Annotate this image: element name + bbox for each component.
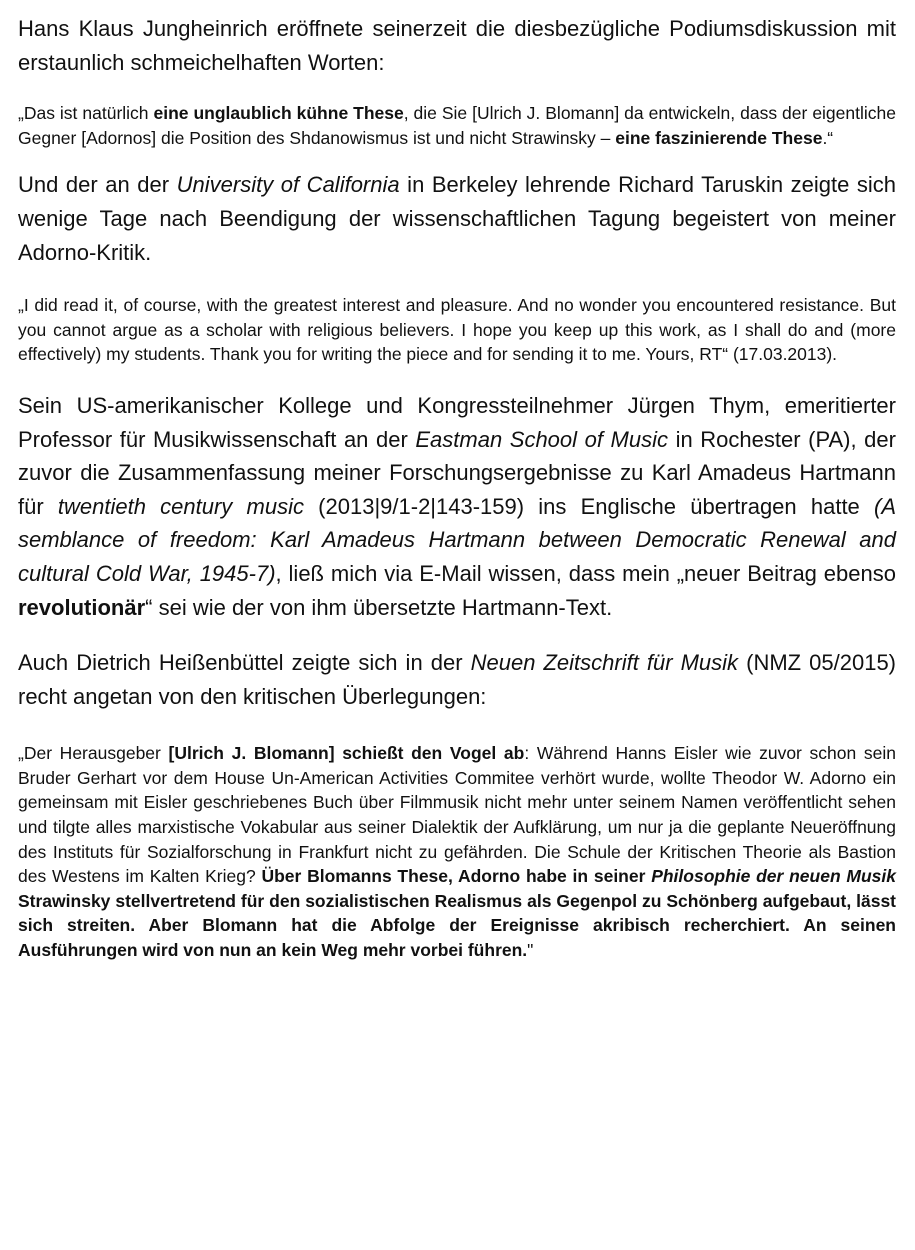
quote-taruskin [18, 293, 896, 367]
paragraph-text: Auch Dietrich Heißenbüttel zeigte sich in der [18, 650, 471, 676]
quote-jungheinrich [18, 101, 896, 150]
quote-bold-text: [Ulrich J. Blomann] schießt den Vogel ab [168, 743, 525, 764]
paragraph-text: “ sei wie der von ihm übersetzte Hartmann-Text. [145, 594, 613, 620]
quote-bold-text: eine faszinierende These [615, 127, 823, 148]
paragraph-text: in Rochester (PA), der zuvor die Zusammenfassung meiner Forschungsergebnisse zu Karl Amadeus Hartmann für [18, 426, 896, 519]
quote-heissenbuettel [18, 741, 896, 962]
quote-bold-text: Strawinsky stellvertretend für den sozialistischen Realismus als Gegenpol zu Schönberg aufgebaut, lässt sich streiten. Aber Blomann hat die Abfolge der Ereignisse akribisch recherchiert. An seinen Ausführungen wird von nun an kein Weg mehr vorbei führen. [18, 890, 896, 961]
document-page [18, 12, 896, 963]
paragraph-italic-text: University of California [176, 172, 400, 198]
quote-bold-text: Über Blomanns These, Adorno habe in seiner [261, 866, 652, 887]
paragraph-italic-text: Eastman School of Music [415, 426, 668, 452]
paragraph-text: Und der an der [18, 172, 177, 198]
quote-text: .“ [822, 127, 834, 148]
paragraph-italic-text: Neuen Zeitschrift für Musik [470, 650, 739, 676]
paragraph-text: , ließ mich via E-Mail wissen, dass mein „neuer Beitrag ebenso [275, 560, 896, 586]
quote-text: „Der Herausgeber [18, 743, 169, 764]
quote-text: „Das ist natürlich [18, 103, 154, 124]
paragraph-italic-text: twentieth century music [57, 493, 304, 519]
paragraph-text: (NMZ 05/2015) recht angetan von den kritischen Überlegungen: [18, 650, 896, 709]
paragraph-text: Hans Klaus Jungheinrich eröffnete seinerzeit die diesbezügliche Podiumsdiskussion mit erstaunlich schmeichelhaften Worten: [18, 16, 896, 75]
quote-bold-text: eine unglaublich kühne These [153, 103, 404, 124]
paragraph-italic-text: (A semblance of freedom: Karl Amadeus Hartmann between Democratic Renewal and cultural Cold War, 1945-7) [18, 493, 896, 586]
quote-bold-italic-text: Philosophie der neuen Musik [651, 866, 896, 887]
paragraph-text: (2013|9/1-2|143-159) ins Englische übertragen hatte [303, 493, 874, 519]
quote-text: , die Sie [Ulrich J. Blomann] da entwickeln, dass der eigentliche Gegner [Adornos] die Position des Shdanowismus ist und nicht Strawinsky – [18, 103, 896, 148]
quote-text: " [527, 940, 534, 961]
paragraph-jungheinrich [18, 12, 896, 79]
paragraph-taruskin [18, 168, 896, 269]
paragraph-thym [18, 389, 896, 624]
paragraph-text: Sein US-amerikanischer Kollege und Kongressteilnehmer Jürgen Thym, emeritierter Professor für Musikwissenschaft an der [18, 392, 896, 452]
quote-text: „I did read it, of course, with the greatest interest and pleasure. And no wonder you encountered resistance. But you cannot argue as a scholar with religious believers. I hope you keep up this work, as I shall do and (more effectively) my students. Thank you for writing the piece and for sending it to me. Yours, RT“ (17.03.2013). [18, 295, 896, 365]
paragraph-bold-text: revolutionär [18, 594, 146, 620]
paragraph-heissenbuettel [18, 646, 896, 713]
paragraph-text: in Berkeley lehrende Richard Taruskin zeigte sich wenige Tage nach Beendigung der wissenschaftlichen Tagung begeistert von meiner Adorno-Kritik. [18, 172, 897, 265]
quote-text: : Während Hanns Eisler wie zuvor schon sein Bruder Gerhart vor dem House Un-American Activities Commitee verhört wurde, wollte Theodor W. Adorno ein gemeinsam mit Eisler geschriebenes Buch über Filmmusik nicht mehr unter seinem Namen veröffentlicht sehen und tilgte alles marxistische Vokabular aus seiner Dialektik der Aufklärung, um nur ja die geplante Neueröffnung des Instituts für Sozialforschung in Frankfurt nicht zu gefährden. Die Schule der Kritischen Theorie als Bastion des Westens im Kalten Krieg? [18, 743, 897, 887]
